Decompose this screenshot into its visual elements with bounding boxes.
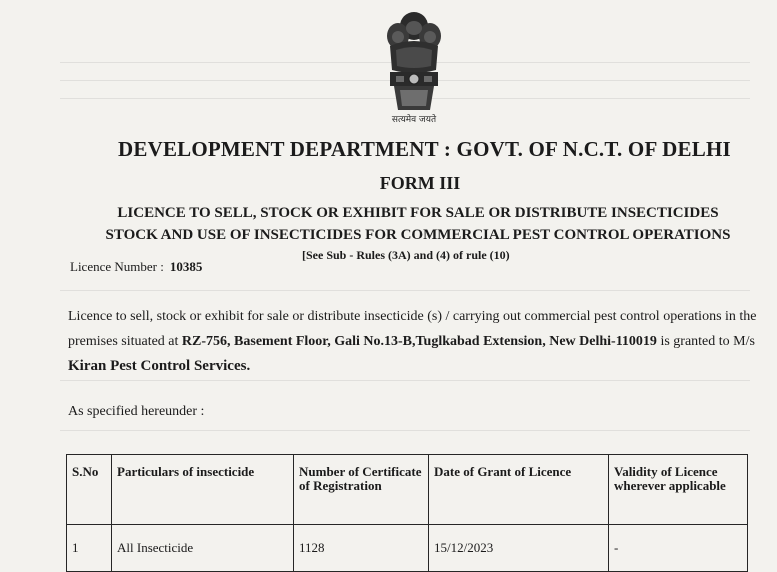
licence-number-value: 10385 <box>169 259 203 274</box>
insecticide-table <box>66 454 748 572</box>
bleed-line <box>60 290 750 291</box>
header-validity: Validity of Licence wherever applicable <box>609 455 748 525</box>
cell-particulars: All Insecticide <box>112 525 294 572</box>
department-title: DEVELOPMENT DEPARTMENT : GOVT. OF N.C.T. OF DELHI <box>118 137 731 161</box>
licence-statement <box>68 304 758 379</box>
national-emblem-icon <box>376 6 452 124</box>
licence-subtitle-line2: STOCK AND USE OF INSECTICIDES FOR COMMERCIAL PEST CONTROL OPERATIONS <box>105 227 731 243</box>
licence-number-label: Licence Number : <box>70 259 164 274</box>
licence-subtitle-line1: LICENCE TO SELL, STOCK OR EXHIBIT FOR SALE OR DISTRIBUTE INSECTICIDES <box>117 205 719 221</box>
bleed-line <box>60 380 750 381</box>
statement-part2: is granted to M/s <box>660 334 755 349</box>
licence-number <box>70 259 202 275</box>
rules-reference: [See Sub - Rules (3A) and (4) of rule (10) <box>302 248 510 262</box>
header-sno: S.No <box>67 455 112 525</box>
header-certificate-number: Number of Certificate of Registration <box>294 455 429 525</box>
table-row <box>67 525 748 572</box>
premises-address: RZ-756, Basement Floor, Gali No.13-B,Tuglkabad Extension, New Delhi-110019 <box>181 334 657 349</box>
cell-date-of-grant: 15/12/2023 <box>429 525 609 572</box>
cell-sno: 1 <box>67 525 112 572</box>
bleed-line <box>60 430 750 431</box>
header-date-of-grant: Date of Grant of Licence <box>429 455 609 525</box>
cell-validity: - <box>609 525 748 572</box>
cell-certificate-number: 1128 <box>294 525 429 572</box>
header-particulars: Particulars of insecticide <box>112 455 294 525</box>
form-title: FORM III <box>379 173 461 193</box>
statement-part1: Licence to sell, stock or exhibit for sale or distribute insecticide (s) / carrying out commercial pest control operations in the premises situated at <box>68 309 757 349</box>
national-motto: सत्यमेव जयते <box>391 115 437 125</box>
specified-hereunder: As specified hereunder : <box>68 404 205 419</box>
licensee-firm-name: Kiran Pest Control Services. <box>68 358 251 374</box>
table-header-row <box>67 455 748 525</box>
